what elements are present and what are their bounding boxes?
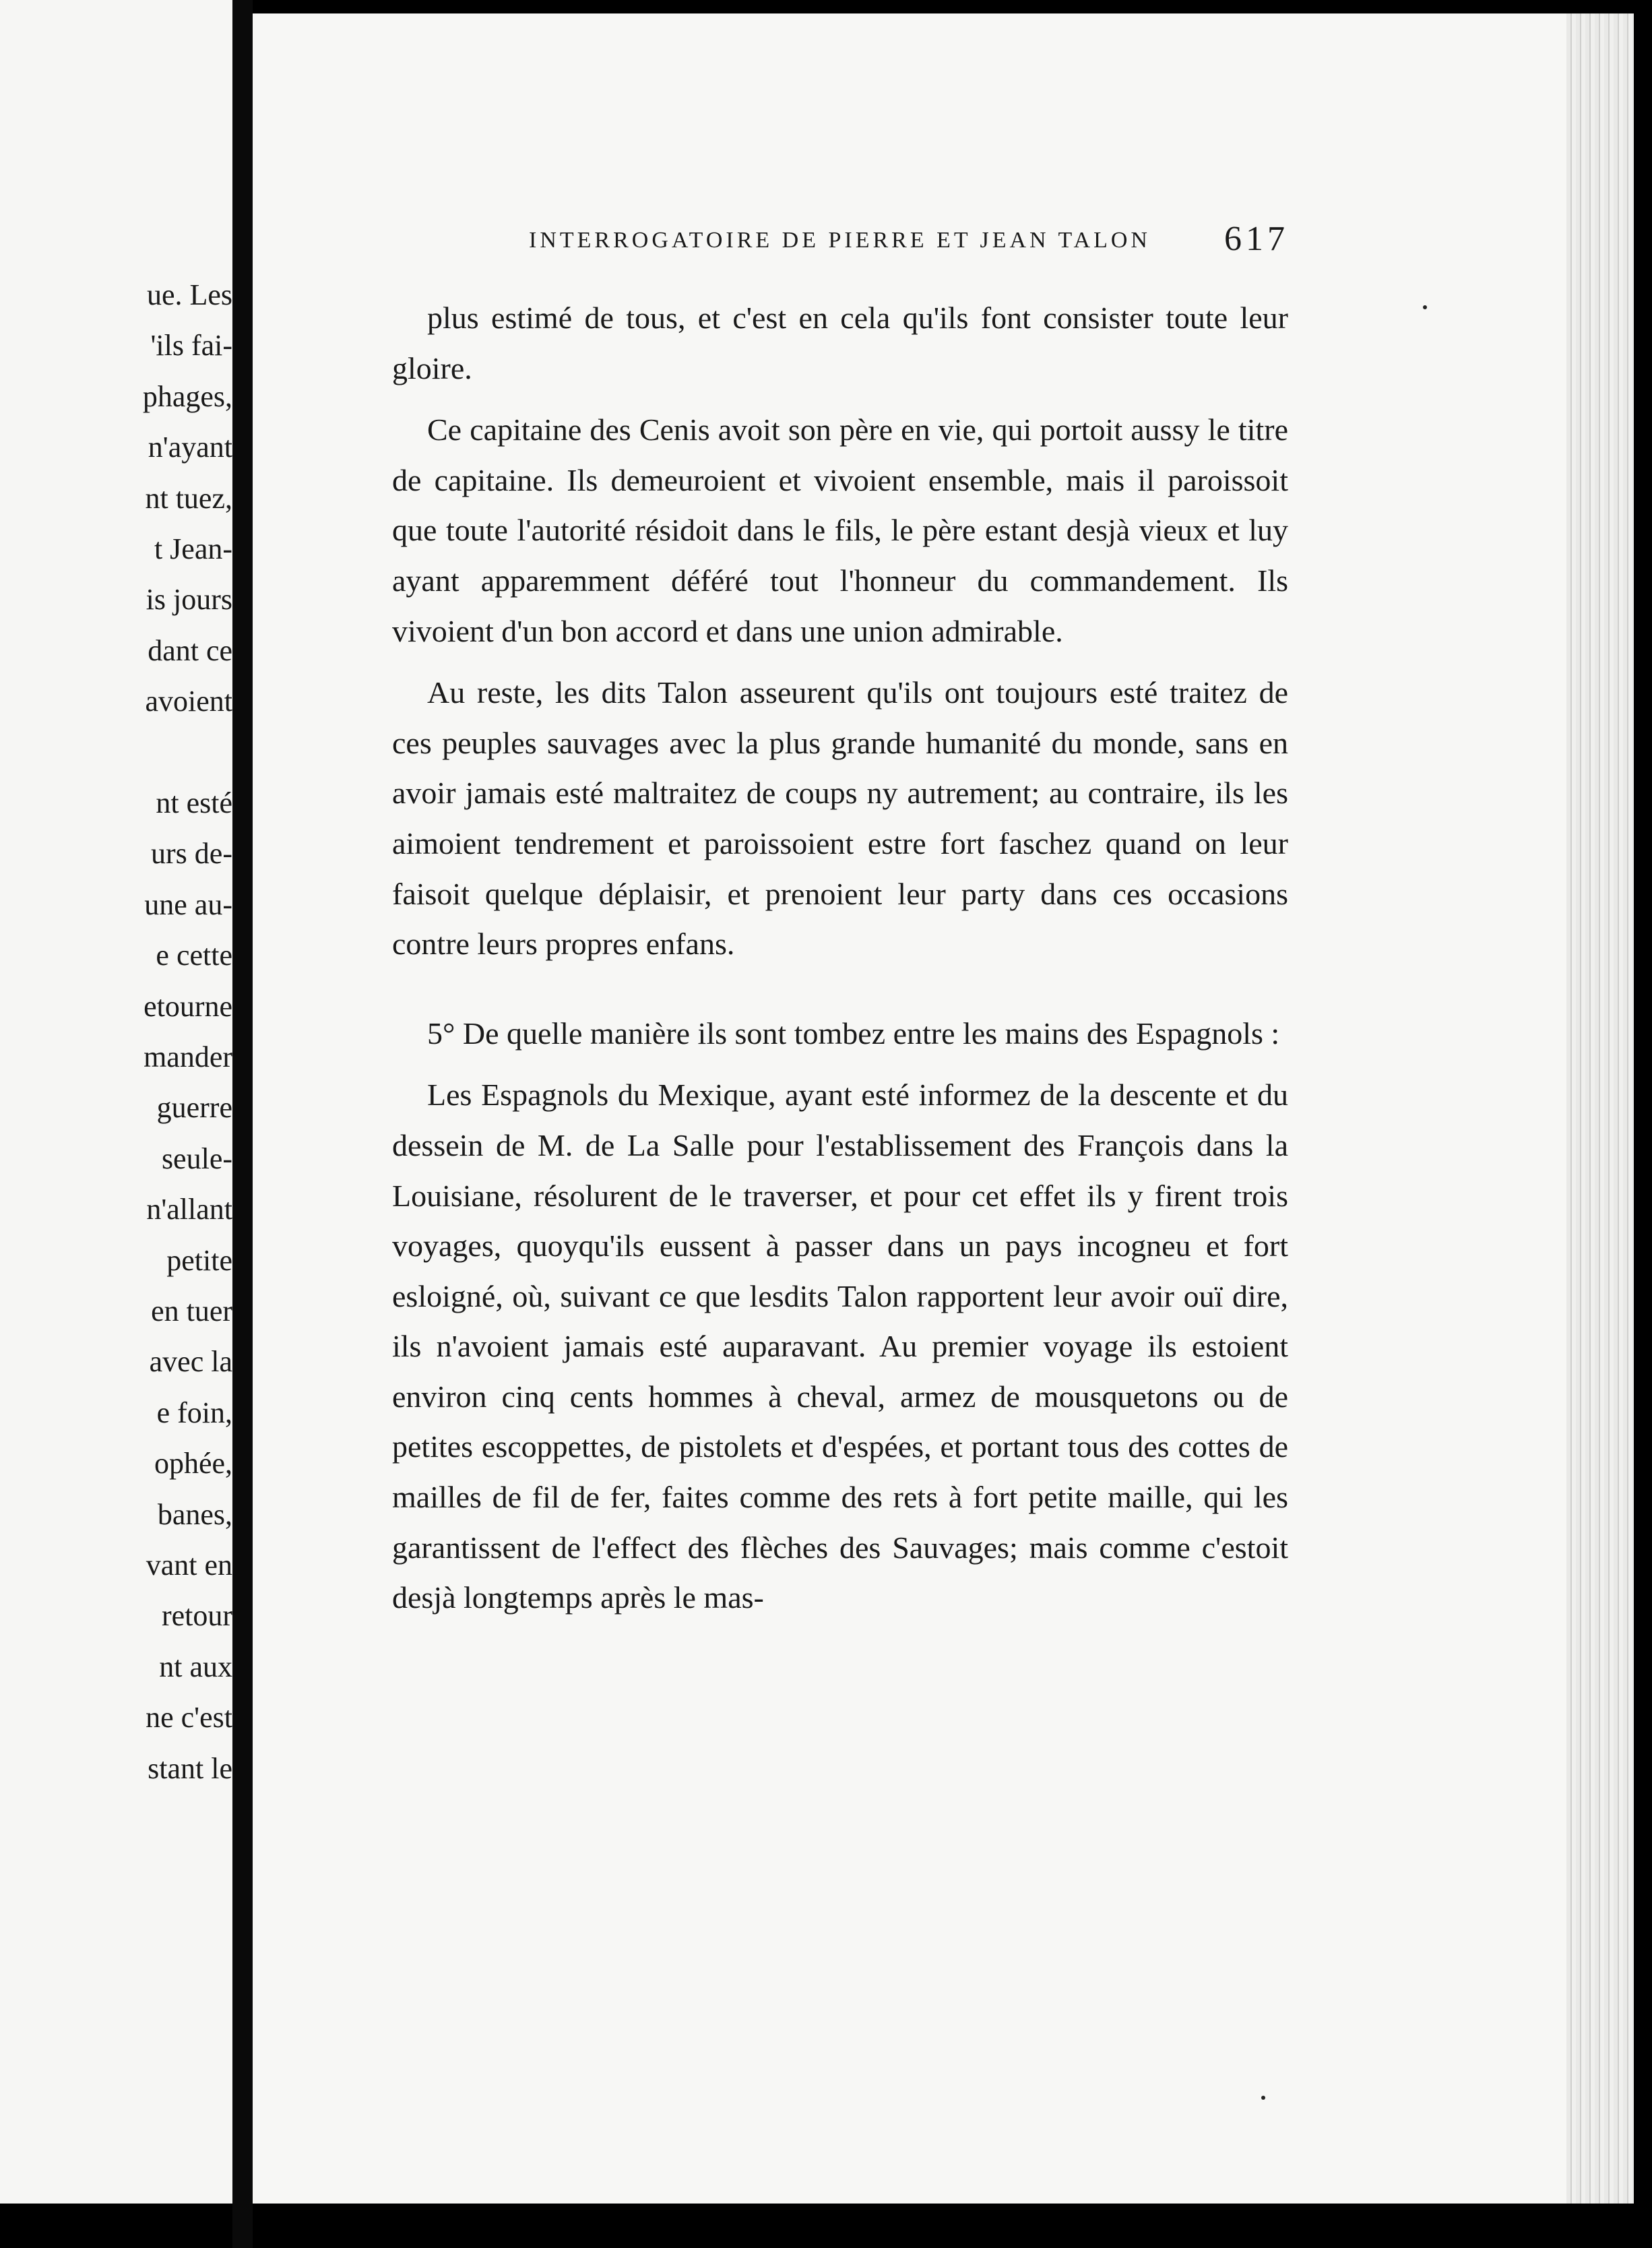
- left-page-line: n'ayant: [148, 431, 232, 464]
- left-page-line: en tuer: [151, 1294, 232, 1328]
- left-page-line: t Jean-: [154, 532, 232, 565]
- speck-mark: [1261, 2096, 1265, 2100]
- left-page-line: retour: [161, 1599, 232, 1633]
- left-page-line: petite: [166, 1243, 232, 1277]
- left-page: [0, 0, 232, 2204]
- paragraph: plus estimé de tous, et c'est en cela qu'ils font consister toute leur gloire.: [392, 301, 1288, 385]
- left-page-line: nt tuez,: [145, 481, 232, 515]
- left-page-line: seule-: [161, 1142, 232, 1175]
- left-page-line: nt aux: [159, 1650, 232, 1683]
- left-page-line: n'allant: [146, 1193, 232, 1226]
- paragraph: Ce capitaine des Cenis avoit son père en vie, qui portoit aussy le titre de capitaine. Ils demeuroient et vivoient ensemble, mais il paroissoit que toute l'autorité résidoit dans le fils, le père estant desjà vieux et luy ayant apparemment déféré tout l'honneur du commandement. Ils vivoient d'un bon accord et dans une union admirable.: [392, 412, 1288, 648]
- page-number: 617: [1224, 220, 1289, 258]
- left-page-line: avec la: [149, 1345, 232, 1379]
- left-page-line: ue. Les: [146, 278, 232, 311]
- left-page-line: etourne: [144, 989, 232, 1023]
- left-page-line: urs de-: [151, 837, 232, 871]
- left-page-line: vant en: [146, 1549, 232, 1582]
- left-page-line: mander: [144, 1040, 232, 1073]
- left-page-line: e foin,: [156, 1396, 232, 1429]
- left-page-line: is jours: [146, 583, 232, 617]
- right-page: [253, 13, 1634, 2204]
- left-page-line: une au-: [144, 887, 232, 921]
- left-page-line: guerre: [156, 1091, 232, 1125]
- body-text: [392, 293, 1288, 1635]
- left-page-line: phages,: [142, 379, 232, 413]
- left-page-line: e cette: [156, 939, 232, 972]
- section-heading: 5° De quelle manière ils sont tombez entre les mains des Espagnols :: [427, 1016, 1280, 1051]
- left-page-line: ophée,: [154, 1447, 232, 1480]
- running-head: INTERROGATOIRE DE PIERRE ET JEAN TALON: [529, 228, 1151, 253]
- left-page-line: banes,: [157, 1497, 232, 1531]
- paragraph: Au reste, les dits Talon asseurent qu'ils ont toujours esté traitez de ces peuples sauvages avec la plus grande humanité du monde, sans en avoir jamais esté maltraitez de coups ny autrement; au contraire, ils les aimoient tendrement et paroissoient estre fort faschez quand on leur faisoit quelque déplaisir, et prenoient leur party dans ces occasions contre leurs propres enfans.: [392, 675, 1288, 962]
- page-edges: [1566, 13, 1634, 2204]
- left-page-line: 'ils fai-: [150, 329, 232, 363]
- left-page-line: avoient: [145, 685, 232, 718]
- left-page-line: ne c'est: [146, 1701, 232, 1735]
- paragraph: Les Espagnols du Mexique, ayant esté informez de la descente et du dessein de M. de La Salle pour l'establissement des François dans la Louisiane, résolurent de le traverser, et pour cet effet ils y firent trois voyages, quoyqu'ils eussent à passer dans un pays incogneu et fort esloigné, où, suivant ce que lesdits Talon rapportent leur avoir ouï dire, ils n'avoient jamais esté auparavant. Au premier voyage ils estoient environ cinq cents hommes à cheval, armez de mousquetons ou de petites escoppettes, de pistolets et d'espées, et portant tous des cottes de mailles de fil de fer, faites comme des rets à fort petite maille, qui les garantissent de l'effect des flèches des Sauvages; mais comme c'estoit desjà longtemps après le mas-: [392, 1078, 1288, 1615]
- book-gutter: [232, 0, 253, 2248]
- left-page-line: dant ce: [148, 633, 232, 667]
- left-page-line: nt esté: [156, 786, 232, 819]
- speck-mark: [1423, 305, 1427, 309]
- left-page-line: stant le: [148, 1751, 232, 1785]
